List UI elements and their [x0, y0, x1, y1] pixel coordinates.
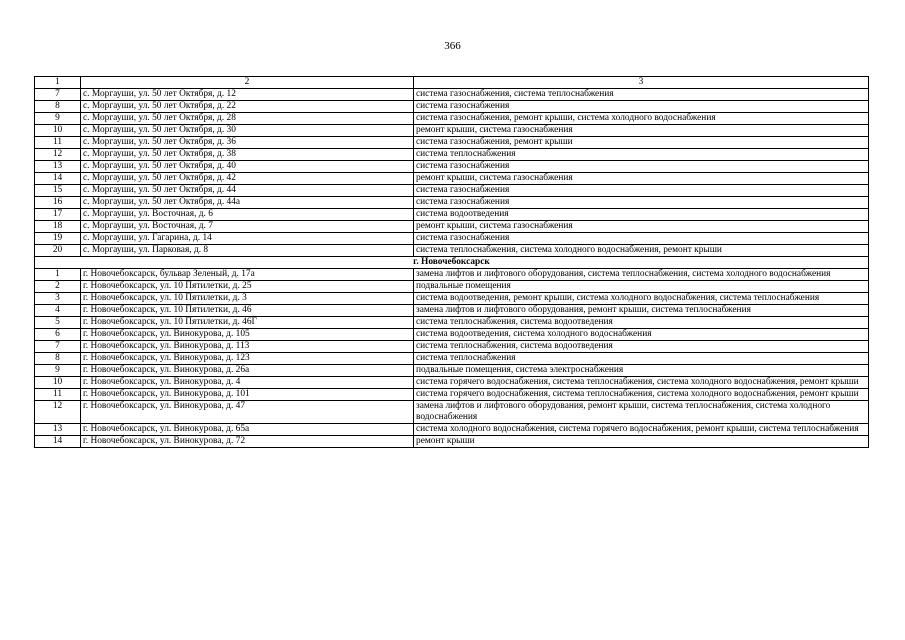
row-number: 16 [35, 197, 81, 209]
row-works: система газоснабжения [414, 101, 869, 113]
row-works: система водоотведения [414, 209, 869, 221]
row-works: система водоотведения, система холодного водоснабжения [414, 329, 869, 341]
table-row [35, 197, 869, 209]
row-address: г. Новочебоксарск, ул. Винокурова, д. 123 [81, 353, 414, 365]
table-row [35, 245, 869, 257]
row-address: г. Новочебоксарск, ул. Винокурова, д. 105 [81, 329, 414, 341]
row-address: г. Новочебоксарск, ул. Винокурова, д. 47 [81, 401, 414, 424]
table-row [35, 233, 869, 245]
row-number: 4 [35, 305, 81, 317]
column-header-address: 2 [81, 77, 414, 89]
row-works: система теплоснабжения, система холодного водоснабжения, ремонт крыши [414, 245, 869, 257]
address-works-table [34, 76, 869, 448]
table-row [35, 305, 869, 317]
row-number: 13 [35, 424, 81, 436]
row-address: г. Новочебоксарск, ул. 10 Пятилетки, д. 46Г [81, 317, 414, 329]
table-row [35, 341, 869, 353]
row-number: 2 [35, 281, 81, 293]
row-works: система теплоснабжения [414, 149, 869, 161]
row-address: г. Новочебоксарск, ул. Винокурова, д. 101 [81, 389, 414, 401]
table-row [35, 173, 869, 185]
row-number: 1 [35, 269, 81, 281]
row-address: г. Новочебоксарск, ул. Винокурова, д. 26а [81, 365, 414, 377]
row-number: 12 [35, 149, 81, 161]
row-address: с. Моргауши, ул. Гагарина, д. 14 [81, 233, 414, 245]
row-works: подвальные помещения [414, 281, 869, 293]
table-row [35, 424, 869, 436]
row-number: 11 [35, 389, 81, 401]
row-number: 8 [35, 101, 81, 113]
row-number: 6 [35, 329, 81, 341]
row-address: г. Новочебоксарск, ул. Винокурова, д. 72 [81, 436, 414, 448]
table-row [35, 185, 869, 197]
row-works: система газоснабжения, ремонт крыши, система холодного водоснабжения [414, 113, 869, 125]
table-row [35, 137, 869, 149]
row-address: с. Моргауши, ул. 50 лет Октября, д. 42 [81, 173, 414, 185]
row-works: подвальные помещения, система электроснабжения [414, 365, 869, 377]
row-number: 10 [35, 377, 81, 389]
row-works: система водоотведения, ремонт крыши, система холодного водоснабжения, система теплоснабжения [414, 293, 869, 305]
row-works: система газоснабжения [414, 233, 869, 245]
row-number: 15 [35, 185, 81, 197]
row-number: 3 [35, 293, 81, 305]
row-number: 5 [35, 317, 81, 329]
row-address: с. Моргауши, ул. Восточная, д. 6 [81, 209, 414, 221]
row-number: 14 [35, 436, 81, 448]
page-number: 366 [444, 40, 461, 52]
section-header-row [35, 257, 869, 269]
row-address: с. Моргауши, ул. 50 лет Октября, д. 12 [81, 89, 414, 101]
row-works: замена лифтов и лифтового оборудования, ремонт крыши, система теплоснабжения [414, 305, 869, 317]
column-header-works: 3 [414, 77, 869, 89]
row-address: г. Новочебоксарск, ул. Винокурова, д. 4 [81, 377, 414, 389]
table-row [35, 281, 869, 293]
row-address: г. Новочебоксарск, ул. 10 Пятилетки, д. 25 [81, 281, 414, 293]
table-row [35, 436, 869, 448]
row-address: г. Новочебоксарск, ул. 10 Пятилетки, д. 46 [81, 305, 414, 317]
table-row [35, 101, 869, 113]
row-number: 12 [35, 401, 81, 424]
row-number: 19 [35, 233, 81, 245]
table-row [35, 353, 869, 365]
row-works: ремонт крыши, система газоснабжения [414, 221, 869, 233]
row-works: система газоснабжения [414, 185, 869, 197]
table-row [35, 365, 869, 377]
row-works: система газоснабжения [414, 161, 869, 173]
row-address: г. Новочебоксарск, ул. 10 Пятилетки, д. 3 [81, 293, 414, 305]
row-works: система теплоснабжения [414, 353, 869, 365]
row-works: система газоснабжения [414, 197, 869, 209]
table-row [35, 329, 869, 341]
row-address: с. Моргауши, ул. Восточная, д. 7 [81, 221, 414, 233]
row-works: система газоснабжения, система теплоснабжения [414, 89, 869, 101]
table-row [35, 209, 869, 221]
row-number: 20 [35, 245, 81, 257]
row-works: система теплоснабжения, система водоотведения [414, 341, 869, 353]
table-row [35, 377, 869, 389]
table-row [35, 113, 869, 125]
table-row [35, 125, 869, 137]
table-row [35, 161, 869, 173]
row-number: 7 [35, 341, 81, 353]
table-row [35, 269, 869, 281]
table-row [35, 317, 869, 329]
row-address: с. Моргауши, ул. 50 лет Октября, д. 44а [81, 197, 414, 209]
row-works: система горячего водоснабжения, система теплоснабжения, система холодного водоснабжения, ремонт крыши [414, 377, 869, 389]
row-number: 18 [35, 221, 81, 233]
row-number: 17 [35, 209, 81, 221]
section-title: г. Новочебоксарск [35, 257, 869, 269]
row-address: г. Новочебоксарск, ул. Винокурова, д. 65а [81, 424, 414, 436]
row-works: замена лифтов и лифтового оборудования, ремонт крыши, система теплоснабжения, система холодного водоснабжения [414, 401, 869, 424]
row-works: система горячего водоснабжения, система теплоснабжения, система холодного водоснабжения, ремонт крыши [414, 389, 869, 401]
row-address: с. Моргауши, ул. 50 лет Октября, д. 40 [81, 161, 414, 173]
table-row [35, 149, 869, 161]
row-address: г. Новочебоксарск, ул. Винокурова, д. 113 [81, 341, 414, 353]
row-address: с. Моргауши, ул. 50 лет Октября, д. 22 [81, 101, 414, 113]
table-row [35, 293, 869, 305]
row-works: замена лифтов и лифтового оборудования, система теплоснабжения, система холодного водоснабжения [414, 269, 869, 281]
row-number: 9 [35, 365, 81, 377]
row-address: с. Моргауши, ул. Парковая, д. 8 [81, 245, 414, 257]
row-number: 7 [35, 89, 81, 101]
row-number: 13 [35, 161, 81, 173]
column-header-number: 1 [35, 77, 81, 89]
row-works: система холодного водоснабжения, система горячего водоснабжения, ремонт крыши, система теплоснабжения [414, 424, 869, 436]
row-number: 9 [35, 113, 81, 125]
row-address: с. Моргауши, ул. 50 лет Октября, д. 38 [81, 149, 414, 161]
row-works: ремонт крыши [414, 436, 869, 448]
table-row [35, 401, 869, 424]
row-number: 14 [35, 173, 81, 185]
row-address: с. Моргауши, ул. 50 лет Октября, д. 44 [81, 185, 414, 197]
column-header-row [35, 77, 869, 89]
row-works: система газоснабжения, ремонт крыши [414, 137, 869, 149]
row-address: с. Моргауши, ул. 50 лет Октября, д. 30 [81, 125, 414, 137]
table-row [35, 221, 869, 233]
row-address: г. Новочебоксарск, бульвар Зеленый, д. 17а [81, 269, 414, 281]
table-row [35, 89, 869, 101]
row-address: с. Моргауши, ул. 50 лет Октября, д. 28 [81, 113, 414, 125]
table-body [35, 77, 869, 448]
row-number: 11 [35, 137, 81, 149]
row-address: с. Моргауши, ул. 50 лет Октября, д. 36 [81, 137, 414, 149]
row-number: 10 [35, 125, 81, 137]
row-works: ремонт крыши, система газоснабжения [414, 173, 869, 185]
row-number: 8 [35, 353, 81, 365]
table-row [35, 389, 869, 401]
row-works: система теплоснабжения, система водоотведения [414, 317, 869, 329]
row-works: ремонт крыши, система газоснабжения [414, 125, 869, 137]
